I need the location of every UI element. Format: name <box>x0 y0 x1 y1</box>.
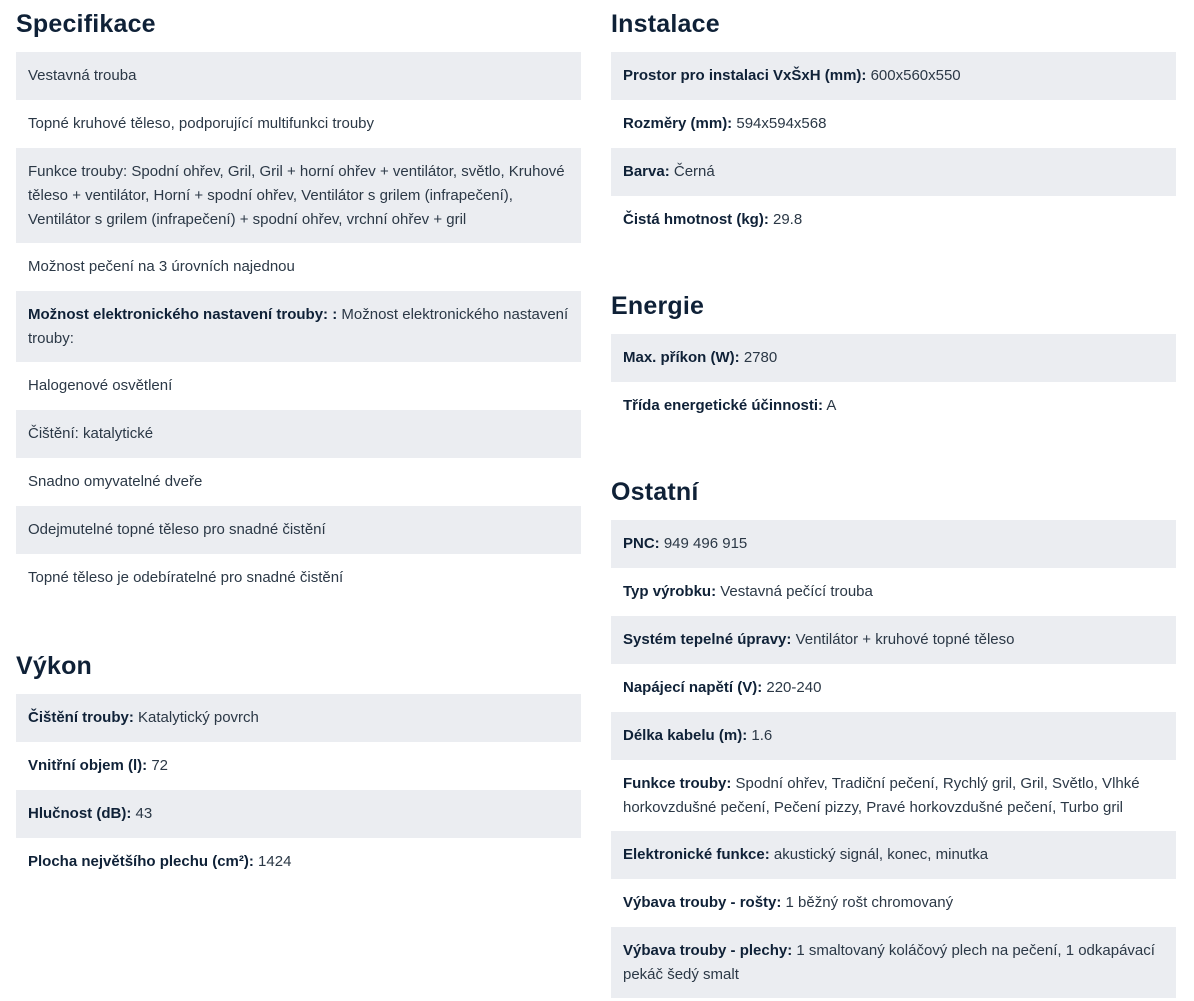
spec-value: Topné kruhové těleso, podporující multifunkci trouby <box>28 115 375 132</box>
spec-value: Halogenové osvětlení <box>28 377 173 394</box>
spec-row <box>16 790 581 838</box>
section-vykon <box>16 642 581 886</box>
spec-value: Funkce trouby: Spodní ohřev, Gril, Gril + horní ohřev + ventilátor, světlo, Kruhové těleso + ventilátor, Horní + spodní ohřev, Ventilátor s grilem (infrapečení), Ventilátor s grilem (infrapečení) + spodní ohřev, vrchní ohřev + gril <box>28 163 565 228</box>
spec-row <box>16 243 581 291</box>
section-spacer <box>16 602 581 642</box>
section-spacer <box>611 430 1176 468</box>
spec-label: Výbava trouby - plechy: <box>623 942 793 959</box>
spec-row <box>16 148 581 243</box>
spec-row <box>611 568 1176 616</box>
spec-value: 594x594x568 <box>732 115 827 132</box>
section-energie <box>611 282 1176 430</box>
spec-value: 600x560x550 <box>866 67 961 84</box>
right-column <box>611 0 1176 998</box>
spec-value: 72 <box>147 757 169 774</box>
spec-row <box>16 100 581 148</box>
spec-label: Typ výrobku: <box>623 583 717 600</box>
spec-row <box>611 382 1176 430</box>
spec-value: Snadno omyvatelné dveře <box>28 473 203 490</box>
spec-label: Délka kabelu (m): <box>623 727 748 744</box>
spec-label: Možnost elektronického nastavení trouby: : <box>28 306 338 323</box>
section-title-instalace: Instalace <box>611 10 720 38</box>
spec-row <box>611 148 1176 196</box>
spec-row <box>16 554 581 602</box>
spec-list-instalace <box>611 52 1176 244</box>
spec-row <box>611 712 1176 760</box>
spec-list-energie <box>611 334 1176 430</box>
spec-value: 29.8 <box>768 211 803 228</box>
spec-value: 1 běžný rošt chromovaný <box>781 894 954 911</box>
spec-label: Max. příkon (W): <box>623 349 740 366</box>
spec-row <box>16 362 581 410</box>
spec-value: Možnost elektronického nastavení trouby: <box>28 306 569 347</box>
section-title-specifikace: Specifikace <box>16 10 156 38</box>
section-ostatni <box>611 468 1176 998</box>
spec-row <box>611 520 1176 568</box>
spec-row <box>16 694 581 742</box>
spec-row <box>611 664 1176 712</box>
spec-label: Čistá hmotnost (kg): <box>623 211 769 228</box>
spec-label: Plocha největšího plechu (cm²): <box>28 853 254 870</box>
spec-value: 2780 <box>739 349 778 366</box>
spec-label: Funkce trouby: <box>623 775 732 792</box>
spec-value: A <box>823 397 837 414</box>
spec-value: Možnost pečení na 3 úrovních najednou <box>28 258 295 275</box>
spec-label: Rozměry (mm): <box>623 115 733 132</box>
section-spacer <box>611 244 1176 282</box>
spec-value: 1 smaltovaný koláčový plech na pečení, 1 odkapávací pekáč šedý smalt <box>623 942 1155 983</box>
spec-label: PNC: <box>623 535 660 552</box>
spec-row <box>16 838 581 886</box>
left-column <box>16 0 581 886</box>
spec-list-ostatni <box>611 520 1176 998</box>
spec-row <box>611 831 1176 879</box>
spec-value: 220-240 <box>762 679 822 696</box>
spec-row <box>16 458 581 506</box>
section-title-ostatni: Ostatní <box>611 478 699 506</box>
spec-list-vykon <box>16 694 581 886</box>
section-title-energie: Energie <box>611 292 705 320</box>
spec-label: Výbava trouby - rošty: <box>623 894 782 911</box>
spec-value: Katalytický povrch <box>133 709 259 726</box>
spec-row <box>16 506 581 554</box>
spec-row <box>16 52 581 100</box>
spec-label: Třída energetické účinnosti: <box>623 397 824 414</box>
spec-value: Vestavná pečící trouba <box>716 583 873 600</box>
section-instalace <box>611 0 1176 244</box>
spec-label: Vnitřní objem (l): <box>28 757 148 774</box>
spec-row <box>611 616 1176 664</box>
spec-value: Čištění: katalytické <box>28 425 154 442</box>
spec-row <box>611 879 1176 927</box>
spec-label: Čištění trouby: <box>28 709 134 726</box>
spec-value: 1.6 <box>747 727 773 744</box>
spec-value: Topné těleso je odebíratelné pro snadné čistění <box>28 569 344 586</box>
spec-value: Odejmutelné topné těleso pro snadné čistění <box>28 521 326 538</box>
spec-value: 1424 <box>253 853 292 870</box>
spec-label: Barva: <box>623 163 670 180</box>
spec-row <box>16 291 581 362</box>
spec-label: Systém tepelné úpravy: <box>623 631 792 648</box>
spec-value: Spodní ohřev, Tradiční pečení, Rychlý gril, Gril, Světlo, Vlhké horkovzdušné pečení, Pečení pizzy, Pravé horkovzdušné pečení, Turbo gril <box>623 775 1140 816</box>
spec-row <box>611 334 1176 382</box>
section-specifikace <box>16 0 581 602</box>
spec-label: Napájecí napětí (V): <box>623 679 763 696</box>
spec-list-specifikace <box>16 52 581 602</box>
spec-row <box>611 196 1176 244</box>
spec-value: 43 <box>131 805 153 822</box>
spec-value: Černá <box>669 163 715 180</box>
spec-label: Elektronické funkce: <box>623 846 770 863</box>
spec-value: akustický signál, konec, minutka <box>769 846 989 863</box>
spec-row <box>16 410 581 458</box>
spec-value: 949 496 915 <box>659 535 748 552</box>
section-title-vykon: Výkon <box>16 652 93 680</box>
spec-label: Hlučnost (dB): <box>28 805 132 822</box>
spec-value: Ventilátor + kruhové topné těleso <box>791 631 1015 648</box>
spec-row <box>16 742 581 790</box>
spec-row <box>611 760 1176 831</box>
spec-row <box>611 100 1176 148</box>
spec-label: Prostor pro instalaci VxŠxH (mm): <box>623 67 867 84</box>
spec-row <box>611 927 1176 998</box>
spec-row <box>611 52 1176 100</box>
spec-value: Vestavná trouba <box>28 67 137 84</box>
